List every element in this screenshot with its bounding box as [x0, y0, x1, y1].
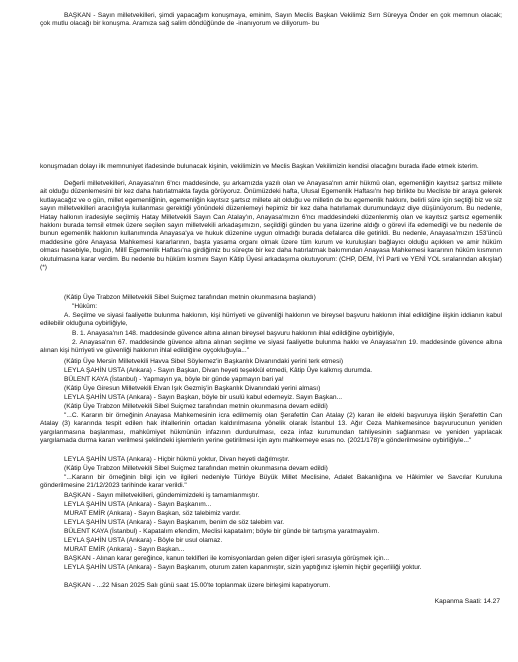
speech-line: BAŞKAN - Alınan karar gereğince, kanun teklifleri ile komisyonlardan gelen diğer işleri sırasıyla görüşmek için... — [64, 555, 390, 562]
quote-paragraph: "...Kararın bir örneğinin bilgi için ve ilgileri nedeniyle Türkiye Büyük Millet Meclisine, Adalet Bakanlığına ve Hâkimler ve Savcılar Kuruluna gönderilmesine 21/12/2023 tarihinde karar verildi." — [40, 474, 502, 490]
speech-line: LEYLA ŞAHİN USTA (Ankara) - Hiçbir hükmü yoktur, Divan heyeti dağılmıştır. — [64, 456, 290, 463]
main-paragraph: Değerli milletvekilleri, Anayasa'nın 6'ncı maddesinde, şu arkamızda yazılı olan ve Anayasa'nın amir hükmü olan, egemenliğin kayıtsız şartsız millete ait olduğu düzenlemesini bir kez daha hatırlatmakta fayda görüyoruz. Önümüzdeki hafta, Ulusal Egemenlik Haftası'nı hep birlikte bu Mecliste bir araya gelerek kutlayacağız ve o gün, millet egemenliğinin, egemenliğin kayıtsız şartsız millete ait olduğu ve milletin de bu egemenlik hakkını, belirli süre için seçtiği biz ve siz sayın milletvekilleri aracılığıyla kullanması gerektiği yönündeki düzenlemeyi hepimiz bir kez daha hatırlamak durumundayız diye düşünüyorum. Bu nedenle, Hatay halkının iradesiyle seçilmiş Hatay Milletvekili Sayın Can Atalay'ın, Anayasa'mızın 6'ncı maddesindeki düzenlenmiş olan ve kayıtsız şartsız egemenlik hakkını burada temsil etmek üzere seçilen sayın milletvekili arkadaşımızın, seçildiği günden bu yana üzerine aldığı o görevi ifa edemediği ve bu nedenle de bunun egemenlik hakkının kullanımında Anayasa'ya ve hukuk düzenine uygun olmadığı burada defalarca dile getirildi. Bu nedenle, Anayasa'mızın 153'üncü maddesine göre Anayasa Mahkemesi kararlarının, başta yasama organı olmak üzere tüm kurum ve kuruluşları bağlayıcı olduğu açıkken ve amir hüküm olması hasebiyle, bugün, Millî Egemenlik Haftası'na girdiğimiz bu süreçte bir kez daha hatırlatmak bakımından Anayasa Mahkemesi kararının hüküm kısmının okutulmasına karar verdim. Bu nedenle bu hüküm kısmını Sayın Kâtip Üyesi arkadaşıma okutuyorum: (CHP, DEM, İYİ Parti ve YENİ YOL sıralarından alkışlar) (*) — [40, 180, 502, 272]
quote-line: B. 1. Anayasa'nın 148. maddesinde güvence altına alınan bireysel başvuru hakkının ihlal edildiğine oybirliğiyle, — [72, 330, 395, 337]
speech-line: BÜLENT KAYA (İstanbul) - Kapatalım efendim, Meclisi kapatalım; böyle bir günde bir tartışma yaratmayalım. — [64, 528, 380, 535]
stage-direction: (Kâtip Üye Trabzon Milletvekili Sibel Suiçmez tarafından metnin okunmasına başlandı) — [64, 294, 316, 301]
speech-line: LEYLA ŞAHİN USTA (Ankara) - Sayın Başkanım, benim de söz talebim var. — [64, 519, 285, 526]
speech-line: MURAT EMİR (Ankara) - Sayın Başkan... — [64, 546, 185, 553]
speech-line: LEYLA ŞAHİN USTA (Ankara) - Sayın Başkanım... — [64, 501, 212, 508]
speech-line: LEYLA ŞAHİN USTA (Ankara) - Böyle bir usul olamaz. — [64, 537, 223, 544]
continuation-paragraph: konuşmadan dolayı ilk memnuniyet ifadesinde bulunacak kişinin, vekilimizin ve Meclis Başkan Vekilimizin kendisi olacağını burada ifade etmek isterim. — [40, 163, 479, 170]
speech-line: BAŞKAN - Sayın milletvekilleri, gündemimizdeki iş tamamlanmıştır. — [64, 492, 260, 499]
top-paragraph: BAŞKAN - Sayın milletvekilleri, şimdi yapacağım konuşmaya, eminim, Sayın Meclis Başkan Vekilimiz Sırrı Süreyya Önder en çok memnun olacak; çok mutlu olacağı bir konuşma. Aramıza sağ salim döndüğünde de -inanıyorum ve diliyorum- bu — [40, 12, 502, 28]
stage-direction: (Kâtip Üye Trabzon Milletvekili Sibel Suiçmez tarafından metnin okunmasına devam edildi) — [64, 403, 328, 410]
speech-line: LEYLA ŞAHİN USTA (Ankara) - Sayın Başkan, böyle bir usulü kabul edemeyiz. Sayın Başkan... — [64, 394, 343, 401]
speech-paragraph: LEYLA ŞAHİN USTA (Ankara) - Sayın Başkanım, oturum zaten kapanmıştır, sizin yaptığınız işlemin hiçbir geçerliliği yoktur. — [64, 564, 422, 571]
speech-line: MURAT EMİR (Ankara) - Sayın Başkan, söz talebimiz vardır. — [64, 510, 241, 517]
quote-paragraph: A. Seçilme ve siyasi faaliyette bulunma hakkının, kişi hürriyeti ve güvenliği hakkının ve bireysel başvuru hakkının ihlal edildiğine ilişkin iddianın kabul edilebilir olduğuna oybirliğiyle, — [40, 312, 502, 328]
quote-paragraph: "...C. Kararın bir örneğinin Anayasa Mahkemesinin icra edilmemiş olan Şerafettin Can Atalay (2) kararı ile eldeki başvuruya ilişkin Şerafettin Can Atalay (3) kararında tespit edilen hak ihlallerinin ortadan kaldırılmasına yönelik olarak İstanbul 13. Ağır Ceza Mahkemesince başvurucunun yeniden yargılanmasına başlanması, mahkûmiyet hükmünün infazının durdurulması, ceza infaz kurumundan tahliyesinin sağlanması ve yeniden yapılacak yargılamada durma kararı verilmesi şeklindeki işlemlerin yerine getirilmesi için aynı mahkemeye esas no. (2021/178)'e gönderilmesine oybirliğiyle..." — [40, 412, 502, 445]
stage-direction: (Kâtip Üye Giresun Milletvekili Elvan Işık Gezmiş'in Başkanlık Divanındaki yerini alması) — [64, 385, 321, 392]
speech-line: BÜLENT KAYA (İstanbul) - Yapmayın ya, böyle bir günde yapmayın bari ya! — [64, 376, 284, 383]
stage-direction: (Kâtip Üye Trabzon Milletvekili Sibel Suiçmez tarafından metnin okunmasına devam edildi) — [64, 465, 328, 472]
stage-direction: (Kâtip Üye Mersin Milletvekili Havva Sibel Söylemez'in Başkanlık Divanındaki yerini terk etmesi) — [64, 358, 344, 365]
speech-line: LEYLA ŞAHİN USTA (Ankara) - Sayın Başkan, Divan heyeti teşekkül etmedi, Kâtip Üye kalkmış durumda. — [64, 367, 373, 374]
quote-line: "Hüküm: — [72, 303, 98, 310]
closing-time: Kapanma Saati: 14.27 — [434, 598, 500, 605]
speech-line: BAŞKAN - ...22 Nisan 2025 Salı günü saat 15.00'te toplanmak üzere birleşimi kapatıyorum. — [64, 582, 331, 589]
quote-paragraph: 2. Anayasa'nın 67. maddesinde güvence altına alınan seçilme ve siyasi faaliyette bulunma hakkı ve Anayasa'nın 19. maddesinde güvence altına alınan kişi hürriyeti ve güvenliği hakkının ihlal edildiğine oyçokluğuyla..." — [40, 339, 502, 355]
